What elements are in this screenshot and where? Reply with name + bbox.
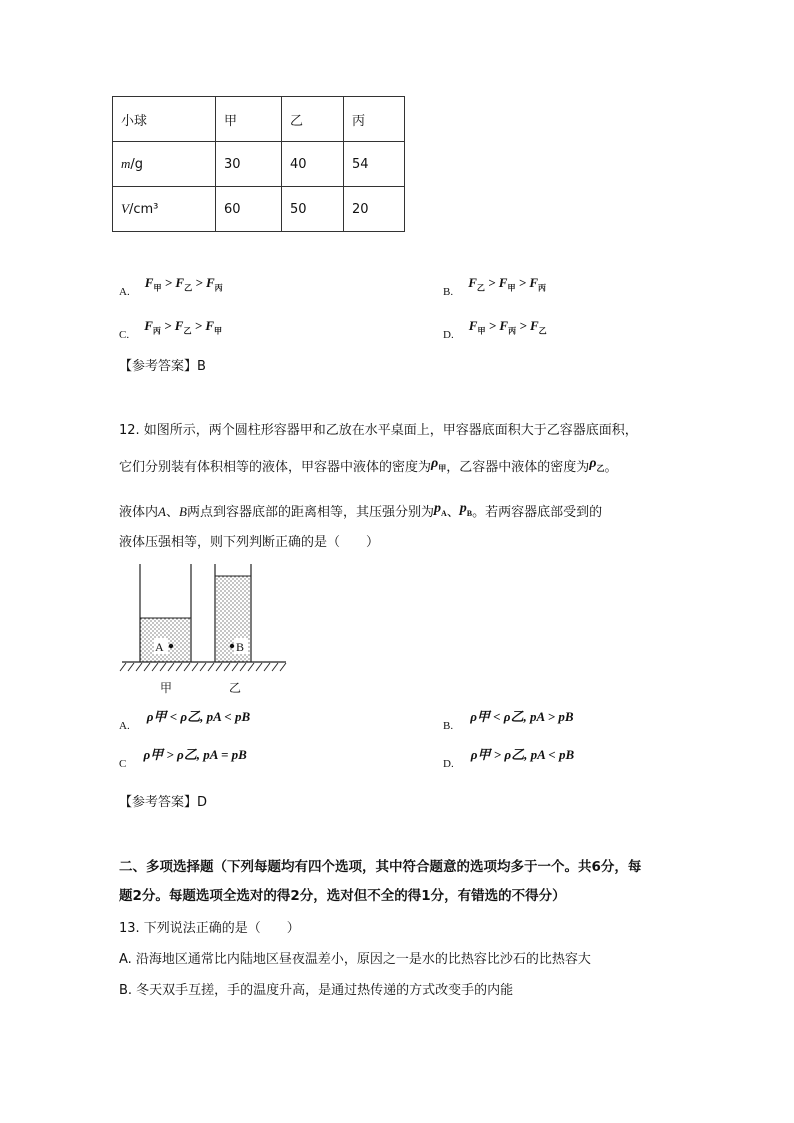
option-label: B. [443, 720, 454, 732]
ball-data-table [112, 96, 405, 232]
q11-answer: 【参考答案】B [119, 359, 206, 374]
pressure-a-symbol: $p_A$ [433, 501, 447, 518]
volume-unit: /cm³ [128, 202, 159, 217]
table-cell: 50 [282, 187, 344, 232]
table-header-cell: 乙 [282, 97, 344, 142]
q11-option-b[interactable] [443, 275, 547, 302]
q12-line4: 液体压强相等，则下列判断正确的是（ ） [119, 535, 380, 550]
section2-heading-line1: 二、多项选择题（下列每题均有四个选项，其中符合题意的选项均多于一个。共6分，每 [119, 859, 642, 875]
option-label: D. [443, 329, 454, 341]
q12-option-d[interactable] [443, 747, 575, 771]
point-a-label: A [155, 640, 164, 654]
q12-line2: 它们分别装有体积相等的液体，甲容器中液体的密度为$\rho_甲$，乙容器中液体的密度为$\rho_乙$。 [119, 456, 618, 475]
label-jia: 甲 [160, 681, 173, 695]
point-a-marker [169, 644, 173, 648]
option-formula: F甲 > F乙 > F丙 [144, 275, 223, 293]
rho-yi-symbol: $\rho_乙$ [589, 456, 605, 473]
option-formula: ρ甲 > ρ乙, pA < pB [470, 747, 575, 762]
q12-option-a[interactable] [119, 709, 251, 733]
table-header-cell: 小球 [113, 97, 216, 142]
option-label: A. [119, 286, 130, 298]
q12-option-c[interactable] [119, 747, 247, 771]
pressure-b-symbol: $p_B$ [459, 501, 473, 518]
q12-line3: 液体内A、B两点到容器底部的距离相等，其压强分别为$p_A$、$p_B$。若两容器底部受到的 [119, 501, 603, 520]
table-cell: 30 [216, 142, 282, 187]
q11-option-a[interactable] [119, 275, 223, 302]
point-b-label: B [236, 640, 245, 654]
option-label: C. [119, 329, 130, 341]
mass-unit: /g [130, 157, 144, 172]
option-formula: F丙 > F乙 > F甲 [144, 318, 223, 336]
rho-jia-symbol: $\rho_甲$ [431, 456, 447, 473]
q12-option-b[interactable] [443, 709, 574, 733]
q13-stem: 13. 下列说法正确的是（ ） [119, 921, 300, 936]
q12-line1: 12. 如图所示，两个圆柱形容器甲和乙放在水平桌面上，甲容器底面积大于乙容器底面积， [119, 423, 638, 438]
volume-symbol: V [121, 201, 129, 216]
option-label: D. [443, 758, 454, 770]
table-cell: 60 [216, 187, 282, 232]
option-formula: ρ甲 < ρ乙, pA < pB [146, 709, 251, 724]
q13-option-a[interactable]: A. 沿海地区通常比内陆地区昼夜温差小，原因之一是水的比热容比沙石的比热容大 [119, 952, 591, 967]
option-formula: ρ甲 > ρ乙, pA = pB [143, 747, 247, 762]
table-row [113, 187, 405, 232]
ground-hatch [120, 663, 286, 671]
container-figure [118, 560, 290, 700]
table-row-label [113, 187, 216, 232]
option-label: C [119, 758, 127, 770]
point-b-marker [230, 644, 234, 648]
mass-symbol: m [121, 156, 131, 171]
table-row [113, 142, 405, 187]
q12-answer: 【参考答案】D [119, 795, 208, 810]
q13-option-b[interactable]: B. 冬天双手互搓，手的温度升高，是通过热传递的方式改变手的内能 [119, 983, 514, 998]
option-label: A. [119, 720, 130, 732]
section2-heading-line2: 题2分。每题选项全选对的得2分，选对但不全的得1分，有错选的不得分） [119, 888, 566, 904]
table-header-row [113, 97, 405, 142]
option-formula: F乙 > F甲 > F丙 [468, 275, 547, 293]
table-header-cell: 丙 [344, 97, 405, 142]
table-header-cell: 甲 [216, 97, 282, 142]
q11-option-c[interactable] [119, 318, 223, 345]
table-row-label [113, 142, 216, 187]
option-formula: F甲 > F丙 > F乙 [468, 318, 547, 336]
label-yi: 乙 [229, 681, 242, 695]
option-formula: ρ甲 < ρ乙, pA > pB [470, 709, 574, 724]
q11-option-d[interactable] [443, 318, 547, 345]
option-label: B. [443, 286, 454, 298]
table-cell: 20 [344, 187, 405, 232]
table-cell: 54 [344, 142, 405, 187]
table-cell: 40 [282, 142, 344, 187]
